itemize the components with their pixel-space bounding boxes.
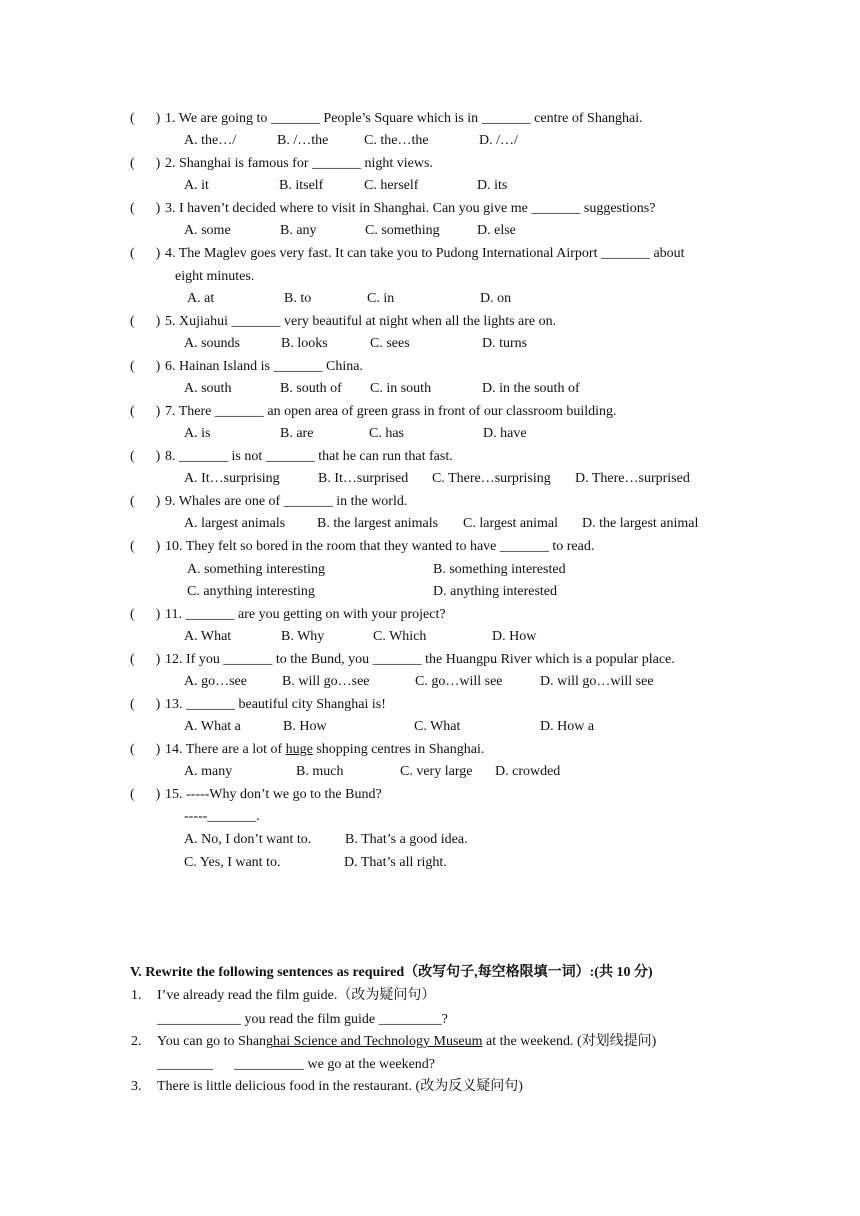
question-stem: 1. We are going to _______ People’s Square which is in _______ centre of Shanghai. <box>165 111 643 126</box>
option-a: A. What a <box>184 719 241 734</box>
answer-line[interactable]: ____________ you read the film guide _________? <box>157 1012 448 1027</box>
answer-line[interactable]: ________ __________ we go at the weekend? <box>157 1057 435 1072</box>
item-sentence: You can go to Shanghai Science and Technology Museum at the weekend. (对划线提问) <box>157 1034 657 1049</box>
option-c: C. herself <box>364 178 419 193</box>
question-stem: 3. I haven’t decided where to visit in Shanghai. Can you give me _______ suggestions? <box>165 201 656 216</box>
item-number: 2. <box>131 1034 142 1049</box>
answer-bracket[interactable]: ( ) <box>130 201 161 216</box>
option-a: A. What <box>184 629 232 644</box>
option-a: A. at <box>187 291 215 306</box>
option-a: A. is <box>184 426 211 441</box>
question-stem-continued: -----_______. <box>184 809 260 824</box>
option-c: C. anything interesting <box>187 584 315 599</box>
section-title: V. Rewrite the following sentences as required（改写句子,每空格限填一词）:(共 10 分) <box>130 965 653 980</box>
option-d: D. /…/ <box>479 133 518 148</box>
option-b: B. looks <box>281 336 328 351</box>
option-b: B. itself <box>279 178 324 193</box>
question-stem: 11. _______ are you getting on with your project? <box>165 607 446 622</box>
answer-bracket[interactable]: ( ) <box>130 314 161 329</box>
answer-bracket[interactable]: ( ) <box>130 742 161 757</box>
question-stem: 6. Hainan Island is _______ China. <box>165 359 363 374</box>
option-a: A. sounds <box>184 336 241 351</box>
option-c: C. Yes, I want to. <box>184 855 281 870</box>
option-a: A. No, I don’t want to. <box>184 832 312 847</box>
answer-bracket[interactable]: ( ) <box>130 539 161 554</box>
answer-bracket[interactable]: ( ) <box>130 111 161 126</box>
option-c: C. has <box>369 426 404 441</box>
answer-bracket[interactable]: ( ) <box>130 156 161 171</box>
option-b: B. are <box>280 426 314 441</box>
answer-bracket[interactable]: ( ) <box>130 246 161 261</box>
option-c: C. go…will see <box>415 674 503 689</box>
option-d: D. turns <box>482 336 528 351</box>
option-a: A. some <box>184 223 231 238</box>
option-a: A. the…/ <box>184 133 237 148</box>
option-d: D. There…surprised <box>575 471 690 486</box>
item-number: 3. <box>131 1079 142 1094</box>
underlined-word: huge <box>285 742 313 757</box>
option-b: B. any <box>280 223 317 238</box>
option-d: D. anything interested <box>433 584 558 599</box>
question-stem: 15. -----Why don’t we go to the Bund? <box>165 787 382 802</box>
question-stem: 8. _______ is not _______ that he can run that fast. <box>165 449 453 464</box>
option-d: D. on <box>480 291 512 306</box>
question-stem: 5. Xujiahui _______ very beautiful at night when all the lights are on. <box>165 314 557 329</box>
question-stem: 13. _______ beautiful city Shanghai is! <box>165 697 386 712</box>
option-b: B. south of <box>280 381 342 396</box>
answer-bracket[interactable]: ( ) <box>130 494 161 509</box>
option-a: A. largest animals <box>184 516 286 531</box>
option-c: C. very large <box>400 764 473 779</box>
option-b: B. Why <box>281 629 325 644</box>
option-d: D. How a <box>540 719 595 734</box>
option-d: D. else <box>477 223 516 238</box>
answer-bracket[interactable]: ( ) <box>130 404 161 419</box>
option-d: D. How <box>492 629 537 644</box>
option-d: D. in the south of <box>482 381 580 396</box>
option-a: A. south <box>184 381 232 396</box>
question-stem: 10. They felt so bored in the room that they wanted to have _______ to read. <box>165 539 595 554</box>
option-c: C. largest animal <box>463 516 558 531</box>
option-a: A. It…surprising <box>184 471 280 486</box>
question-stem: 7. There _______ an open area of green grass in front of our classroom building. <box>165 404 617 419</box>
option-a: A. many <box>184 764 233 779</box>
option-b: B. to <box>284 291 312 306</box>
option-c: C. in south <box>370 381 432 396</box>
option-d: D. have <box>483 426 527 441</box>
option-a: A. something interesting <box>187 562 326 577</box>
item-number: 1. <box>131 988 142 1003</box>
option-c: C. something <box>365 223 440 238</box>
option-b: B. How <box>283 719 327 734</box>
item-sentence: There is little delicious food in the restaurant. (改为反义疑问句) <box>157 1079 523 1094</box>
option-b: B. much <box>296 764 344 779</box>
option-a: A. go…see <box>184 674 247 689</box>
question-stem-continued: eight minutes. <box>175 269 255 284</box>
option-b: B. /…the <box>277 133 329 148</box>
option-b: B. something interested <box>433 562 566 577</box>
option-b: B. It…surprised <box>318 471 409 486</box>
answer-bracket[interactable]: ( ) <box>130 449 161 464</box>
option-c: C. Which <box>373 629 427 644</box>
option-c: C. the…the <box>364 133 429 148</box>
item-sentence: I’ve already read the film guide.（改为疑问句） <box>157 988 436 1003</box>
question-stem: 9. Whales are one of _______ in the world. <box>165 494 408 509</box>
answer-bracket[interactable]: ( ) <box>130 652 161 667</box>
question-stem: 12. If you _______ to the Bund, you _______ the Huangpu River which is a popular place. <box>165 652 675 667</box>
underlined-phrase: hai Science and Technology Museum <box>273 1034 483 1049</box>
question-stem: 4. The Maglev goes very fast. It can take you to Pudong International Airport _______ about <box>165 246 685 261</box>
option-b: B. will go…see <box>282 674 370 689</box>
option-b: B. That’s a good idea. <box>345 832 468 847</box>
option-c: C. What <box>414 719 461 734</box>
option-c: C. There…surprising <box>432 471 551 486</box>
option-d: D. its <box>477 178 508 193</box>
option-d: D. will go…will see <box>540 674 654 689</box>
answer-bracket[interactable]: ( ) <box>130 787 161 802</box>
option-d: D. the largest animal <box>582 516 699 531</box>
question-stem: 2. Shanghai is famous for _______ night views. <box>165 156 433 171</box>
option-d: D. That’s all right. <box>344 855 447 870</box>
answer-bracket[interactable]: ( ) <box>130 697 161 712</box>
option-a: A. it <box>184 178 209 193</box>
answer-bracket[interactable]: ( ) <box>130 607 161 622</box>
option-d: D. crowded <box>495 764 561 779</box>
question-stem: 14. There are a lot of huge shopping centres in Shanghai. <box>165 742 485 757</box>
answer-bracket[interactable]: ( ) <box>130 359 161 374</box>
option-b: B. the largest animals <box>317 516 439 531</box>
option-c: C. in <box>367 291 395 306</box>
option-c: C. sees <box>370 336 410 351</box>
